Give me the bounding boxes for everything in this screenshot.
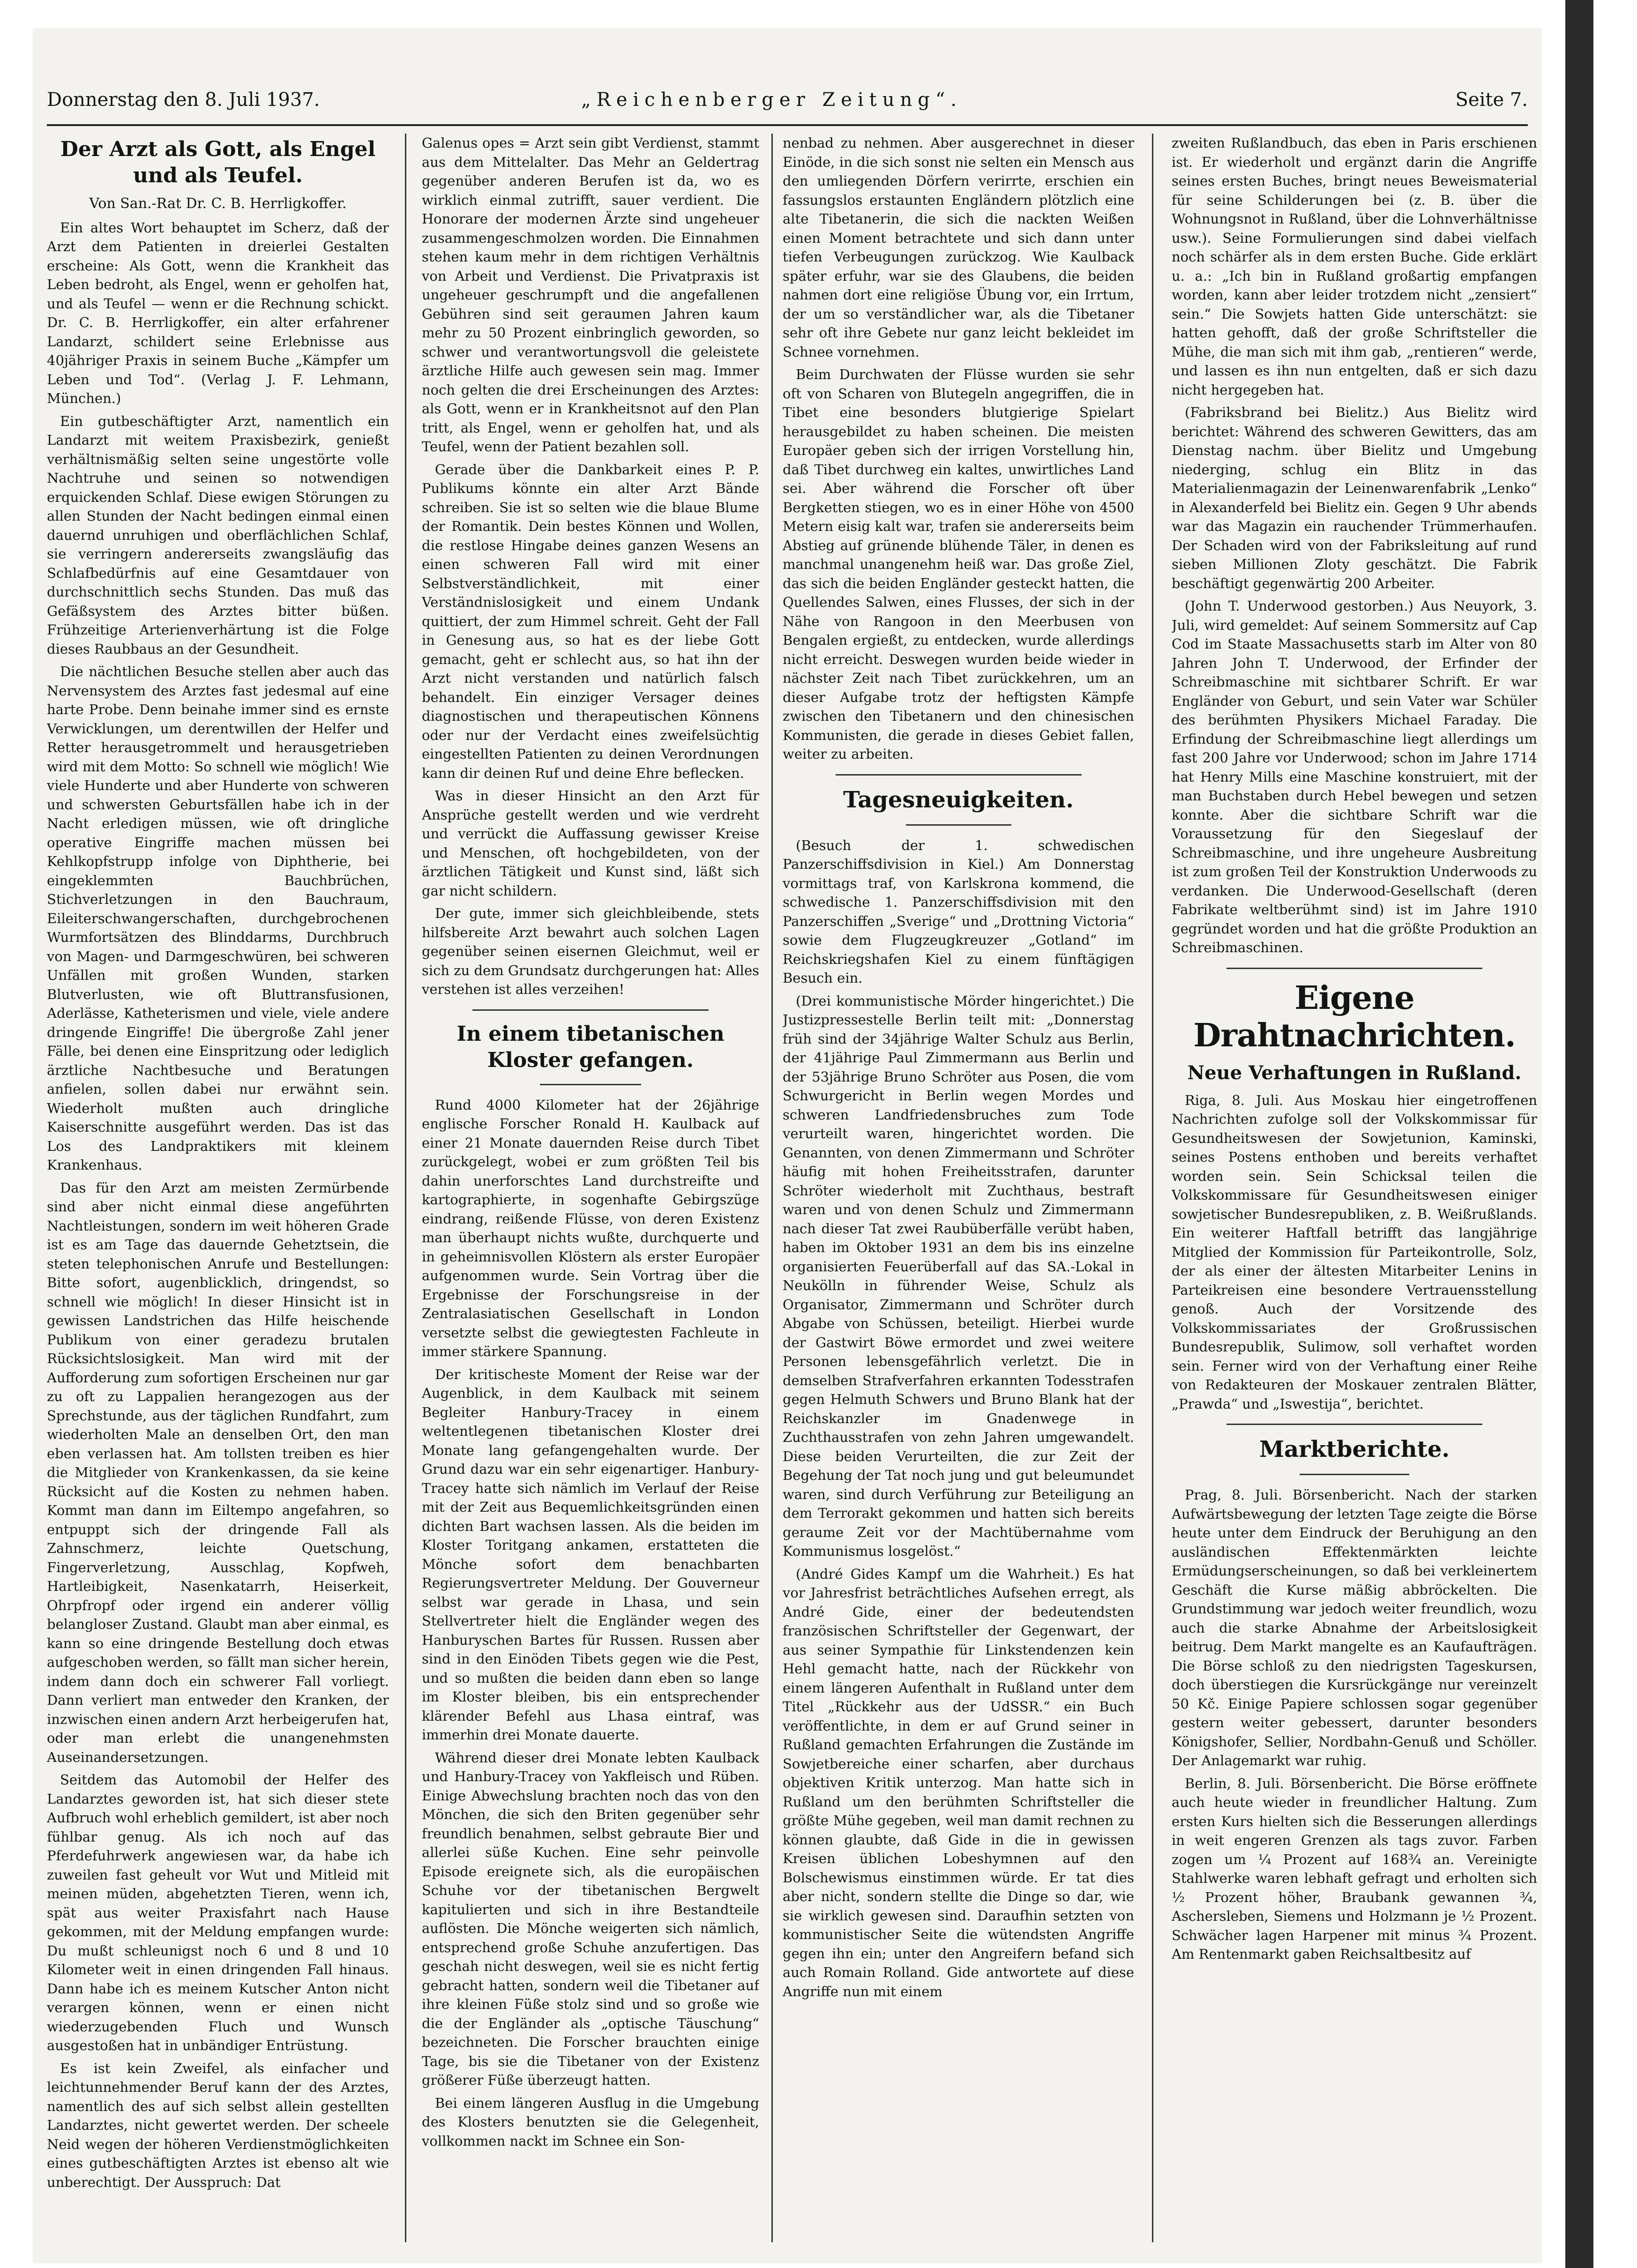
- news-item: (André Gides Kampf um die Wahrheit.) Es hat vor Jahresfrist beträchtliches Aufsehen erregt, als André Gide, einer der bedeutendsten französischen Schriftsteller der Gegenwart, der aus seiner Sympathie für Linkstendenzen kein Hehl gemacht hatte, nach der Rückkehr von einem längeren Aufenthalt in Rußland unter dem Titel „Rückkehr aus der UdSSR.“ ein Buch veröffentlichte, in dem er auf Grund seiner in Rußland gemachten Erfahrungen die Zustände im Sowjetbereiche einer scharfen, aber durchaus objektiven Kritik unterzog. Man hatte sich in Rußland um den berühmten Schriftsteller die größte Mühe gegeben, weil man damit rechnen zu können glaubte, daß Gide in die in gewissen Kreisen üblichen Lobeshymnen auf den Bolschewismus einstimmen würde. Er tat dies aber nicht, sondern stellte die Dinge so dar, wie sie wirklich gewesen sind. Daraufhin setzten von kommunistischer Seite die wütendsten Angriffe gegen ihn ein; unter den Angreifern befand sich auch Romain Rolland. Gide antwortete auf diese Angriffe nun mit einem: [783, 1566, 1134, 1999]
- article-paragraph: Es ist kein Zweifel, als einfacher und leichtunnehmender Beruf kann der des Arztes, namentlich des auf sich selbst allein gestellten Landarztes, nicht gewertet werden. Der scheele Neid wegen der höheren Verdienstmöglichkeiten eines gutbeschäftigten Arztes ist ebenso alt wie unberechtigt. Der Ausspruch: Dat: [47, 2060, 389, 2190]
- article-paragraph: Ein gutbeschäftigter Arzt, namentlich ein Landarzt mit weitem Praxisbezirk, genießt verhältnismäßig selten seine ungestörte volle Nachtruhe und seinen so notwendigen erquickenden Schlaf. Diese ewigen Störungen zu allen Stunden der Nacht bedingen einmal einen dauernd unruhigen und oberflächlichen Schlaf, sie verringern andererseits zwangsläufig das Schlafbedürfnis auf eine Gesamtdauer von durchschnittlich sechs Stunden. Das muß das Gefäßsystem des Arztes bitter büßen. Frühzeitige Arterienverhärtung ist die Folge dieses Raubbaus an der Gesundheit.: [47, 413, 389, 657]
- article-paragraph: nenbad zu nehmen. Aber ausgerechnet in dieser Einöde, in die sich sonst nie selten ein Mensch aus den umliegenden Dörfern verirrte, erschien ein fassungslos erstaunten Engländern plötzlich eine alte Tibetanerin, die sich die nackten Weißen einen Moment betrachtete und sich dann unter tiefen Verbeugungen zurückzog. Wie Kaulback später erfuhr, war sie des Glaubens, die beiden nahmen dort eine religiöse Übung vor, ein Irrtum, der um so verständlicher war, als die Tibetaner sehr oft ihre Gebete nur ganz leicht bekleidet im Schnee vornehmen.: [783, 135, 1134, 360]
- column-4: [1172, 134, 1537, 2242]
- market-report: Berlin, 8. Juli. Börsenbericht. Die Börse eröffnete auch heute wieder in freundlicher Haltung. Zum ersten Kurs hielten sich die Besserungen allerdings in weit engeren Grenzen als tags zuvor. Farben zogen um ¼ Prozent auf 168¾ an. Vereinigte Stahlwerke waren lebhaft gefragt und erholten sich ½ Prozent höher, Braubank gewannen ¾, Aschersleben, Siemens und Holzmann je ½ Prozent. Schwächer lagen Harpener mit minus ¾ Prozent. Am Rentenmarkt gaben Reichsaltbesitz auf: [1172, 1775, 1537, 1962]
- column-rule: [405, 134, 406, 2242]
- section-title: Marktberichte.: [1259, 1436, 1450, 1462]
- article-paragraph: Das für den Arzt am meisten Zermürbende sind aber nicht einmal diese angeführten Nachtleistungen, sondern im weit höheren Grade ist es am Tage das dauernde Gehetztsein, die steten telephonischen Anrufe und Bestellungen: Bitte sofort, augenblicklich, dringendst, so schnell wie möglich! In dieser Hinsicht ist in gewissen Landstrichen das Hilfe heischende Publikum von einer geradezu brutalen Rücksichtslosigkeit. Man wird mit der Aufforderung zum sofortigen Erscheinen nur gar zu oft zu Lappalien herangezogen aus der Sprechstunde, aus der täglichen Rundfahrt, zum wiederholten Male an denselben Ort, den man eben verlassen hat. Am tollsten treiben es hier die Mitglieder von Krankenkassen, da sie keine Rücksicht auf die Kosten zu nehmen haben. Kommt man dann im Eiltempo angefahren, so entpuppt sich der dringende Fall als Zahnschmerz, leichte Quetschung, Fingerverletzung, Ausschlag, Kopfweh, Hartleibigkeit, Nasenkatarrh, Heiserkeit, Ohrpfropf oder irgend ein anderer völlig belangloser Zustand. Glaubt man aber einmal, es kann so eine dringende Bestellung doch etwas aufgeschoben werden, so fällt man sicher herein, indem dann doch ein schwerer Fall vorliegt. Dann verliert man entweder den Kranken, der inzwischen einen andern Arzt herbeigerufen hat, oder man erlebt die unangenehmsten Auseinandersetzungen.: [47, 1179, 389, 1765]
- article-paragraph: Ein altes Wort behauptet im Scherz, daß der Arzt dem Patienten in dreierlei Gestalten erscheine: Als Gott, wenn die Krankheit das Leben bedroht, als Engel, wenn er geholfen hat, und als Teufel — wenn er die Rechnung schickt. Dr. C. B. Herrligkoffer, ein alter erfahrener Landarzt, schildert seine Erlebnisse aus 40jähriger Praxis in seinem Buche „Kämpfer um Leben und Tod“. (Verlag J. F. Lehmann, München.): [47, 219, 389, 406]
- news-item: (John T. Underwood gestorben.) Aus Neuyork, 3. Juli, wird gemeldet: Auf seinem Sommersitz auf Cap Cod im Staate Massachusetts starb im Alter von 80 Jahren John T. Underwood, der Erfinder der Schreibmaschine mit sichtbarer Schrift. Er war Engländer von Geburt, und sein Vater war Schüler des berühmten Physikers Michael Faraday. Die Erfindung der Schreibmaschine liegt allerdings um fast 200 Jahre vor Underwood; schon im Jahre 1714 hat Henry Mills eine Maschine konstruiert, mit der man Buchstaben durch Hebel bewegen und setzen konnte. Aber die sichtbare Schrift war die Voraussetzung für den Siegeslauf der Schreibmaschine, und ihre ungeheure Ausbreitung ist zum großen Teil der Konstruktion Underwoods zu verdanken. Die Underwood-Gesellschaft (deren Fabrikate weltberühmt sind) ist im Jahre 1910 gegründet worden und hat die größte Produktion an Schreibmaschinen.: [1172, 598, 1537, 955]
- market-report: Prag, 8. Juli. Börsenbericht. Nach der starken Aufwärtsbewegung der letzten Tage zeigte die Börse heute unter dem Eindruck der Beruhigung an den ausländischen Effektenmärkten leichte Ermüdungserscheinungen, so daß bei verkleinertem Geschäft die Kurse mäßig abbröckelten. Die Grundstimmung war jedoch weiter freundlich, wozu auch die starke Abnahme der Arbeitslosigkeit beitrug. Dem Markt mangelte es an Kaufaufträgen. Die Börse schloß zu den niedrigsten Tageskursen, doch überstiegen die Kursrückgänge nur vereinzelt 50 Kč. Einige Papiere schlossen sogar gegenüber gestern weiter gebessert, darunter besonders Königshofer, Sellier, Nordbahn-Genuß und Schöller. Der Anlagemarkt war ruhig.: [1172, 1487, 1537, 1768]
- article-separator: [906, 824, 1011, 826]
- column-rule: [1152, 134, 1153, 2242]
- header-rule: [47, 124, 1528, 126]
- article-paragraph: Galenus opes = Arzt sein gibt Verdienst, stammt aus dem Mittelalter. Das Mehr an Geldertrag gegenüber anderen Berufen ist da, wo es wirklich einmal zutrifft, sauer verdient. Die Honorare der modernen Ärzte sind ungeheuer zusammengeschmolzen worden. Die Einnahmen stehen kaum mehr in dem richtigen Verhältnis von Arbeit und Verdienst. Die Privatpraxis ist ungeheuer geschrumpft und die angefallenen Gebühren sind seit geraumen Jahren kaum mehr zu 50 Prozent einbringlich geworden, so schwer und verantwortungsvoll die geleistete ärztliche Hilfe auch gewesen sein mag. Immer noch gelten die drei Erscheinungen des Arztes: als Gott, wenn er in Krankheitsnot auf den Plan tritt, als Engel, wenn er geholfen hat, und als Teufel, wenn der Patient bezahlen soll.: [422, 135, 759, 455]
- article-paragraph: Was in dieser Hinsicht an den Arzt für Ansprüche gestellt werden und wie verdreht und verrückt die Auffassung gewisser Kreise und Menschen, oft hochgebildeten, von der ärztlichen Tätigkeit und Kunst sind, läßt sich gar nicht schildern.: [422, 788, 759, 899]
- article-separator: [1300, 1474, 1409, 1475]
- news-item: (Besuch der 1. schwedischen Panzerschiffsdivision in Kiel.) Am Donnerstag vormittags traf, von Karlskrona kommend, die schwedische 1. Panzerschiffsdivision mit den Panzerschiffen „Sverige“ und „Drottning Victoria“ sowie dem Flugzeugkreuzer „Gotland“ im Reichskriegshafen Kiel zu einem fünftägigen Besuch ein.: [783, 837, 1134, 986]
- column-1: [47, 134, 389, 2242]
- article-paragraph: Beim Durchwaten der Flüsse wurden sie sehr oft von Scharen von Blutegeln angegriffen, die in Tibet eine besonders blutgierige Spielart herausgebildet zu haben scheinen. Die meisten Europäer geben sich der irrigen Vorstellung hin, daß Tibet durchweg ein kaltes, unwirtliches Land sei. Aber während die Forscher oft über Bergketten stiegen, wo es in einer Höhe von 4500 Metern eisig kalt war, trafen sie andererseits beim Abstieg auf grünende blühende Täler, in denen es manchmal unangenehm heiß war. Das große Ziel, das sich die beiden Engländer gesteckt hatten, die Quellendes Salwen, eines Flusses, der sich in der Nähe von Rangoon in den Meerbusen von Bengalen ergießt, zu entdecken, wurde allerdings nicht erreicht. Deswegen wurden beide wieder in nächster Zeit nach Tibet zurückkehren, um an dieser Aufgabe trotz der heftigsten Kämpfe zwischen den Tibetanern und den chinesischen Kommunisten, die gerade in dieses Gebiet fallen, weiter zu arbeiten.: [783, 366, 1134, 762]
- section-title: Eigene Drahtnachrichten.: [1193, 979, 1516, 1054]
- article-paragraph: Bei einem längeren Ausflug in die Umgebung des Klosters benutzten sie die Gelegenheit, vollkommen nackt im Schnee ein Son-: [422, 2095, 759, 2149]
- article-separator: [1226, 968, 1482, 969]
- header-paper-name: „Reichenberger Zeitung“.: [581, 89, 963, 111]
- article-separator: [1226, 1424, 1482, 1425]
- article-separator: [472, 1009, 709, 1011]
- article-paragraph: Der kritischeste Moment der Reise war der Augenblick, in dem Kaulback mit seinem Begleiter Hanbury-Tracey in einem weltentlegenen tibetanischen Kloster drei Monate lang gefangengehalten wurde. Der Grund dazu war ein sehr eigenartiger. Hanbury-Tracey hatte sich nämlich im Verlauf der Reise mit der Zeit aus Bequemlichkeitsgründen einen dichten Bart wachsen lassen. Als die beiden im Kloster Toritgang ankamen, erstatteten die Mönche sofort dem benachbarten Regierungsvertreter Meldung. Der Gouverneur selbst war gerade in Lhasa, und sein Stellvertreter hielt die Engländer wegen des Hanburyschen Bartes für Russen. Russen aber sind in den Einöden Tibets gegen wie die Pest, und so mußten die beiden dann eben so lange im Kloster bleiben, bis ein entsprechender klärender Befehl aus Lhasa eintraf, was immerhin drei Monate dauerte.: [422, 1366, 759, 1743]
- article-separator: [836, 774, 1082, 776]
- article-paragraph: Während dieser drei Monate lebten Kaulback und Hanbury-Tracey von Yakfleisch und Rüben. Einige Abwechslung brachten noch das von den Mönchen, die sich den Briten gegenüber sehr freundlich benahmen, selbst gebraute Bier und allerlei süße Kuchen. Eine sehr peinvolle Episode ereignete sich, als die europäischen Schuhe vor der tibetanischen Bergwelt kapitulierten und sich in ihre Bestandteile auflösten. Die Mönche weigerten sich nämlich, entsprechend große Schuhe anzufertigen. Das geschah nicht deswegen, weil sie es nicht fertig gebracht hatten, sondern weil die Tibetaner auf ihre kleinen Füße stolz sind und so große wie die der Engländer als „optische Täuschung“ bezeichneten. Die Forscher brauchten einige Tage, bis sie die Tibetaner von der Existenz größerer Füße überzeugt hatten.: [422, 1749, 759, 2088]
- article-title: Neue Verhaftungen in Rußland.: [1187, 1061, 1522, 1084]
- page-header: [47, 89, 1528, 117]
- binding-strip: [1565, 0, 1593, 2268]
- section-title: Tagesneuigkeiten.: [843, 786, 1074, 813]
- header-date: Donnerstag den 8. Juli 1937.: [47, 89, 320, 111]
- column-rule: [771, 134, 773, 2242]
- news-item: (Drei kommunistische Mörder hingerichtet.) Die Justizpressestelle Berlin teilt mit: „Donnerstag früh sind der 34jährige Walter Schulz aus Berlin, der 41jährige Paul Zimmermann aus Berlin und der 53jährige Bruno Schröter aus Posen, die vom Schwurgericht in Berlin wegen Mordes und schweren Landfriedensbruches zum Tode verurteilt waren, hingerichtet worden. Die Genannten, von denen Zimmermann und Schröter häufig mit hohen Freiheitsstrafen, darunter Schröter wiederholt mit Zuchthaus, bestraft waren und von denen Schulz und Zimmermann nach dieser Tat zwei Raubüberfälle verübt haben, haben im Oktober 1931 an dem bis ins einzelne organisierten Feuerüberfall auf das SA.-Lokal in Neukölln in führender Weise, Schulz als Organisator, Zimmermann und Schröter durch Abgabe von Schüssen, beteiligt. Hierbei wurde der Gastwirt Böwe ermordet und zwei weitere Personen lebensgefährlich verletzt. Die in demselben Strafverfahren erkannten Todesstrafen gegen Helmuth Schwers und Bruno Blank hat der Reichskanzler im Gnadenwege in Zuchthausstrafen von zehn Jahren umgewandelt. Diese beiden Verurteilten, die zur Zeit der Begehung der Tat noch jung und gut beleumundet waren, sind durch Verführung zur Beteiligung an dem Terrorakt gekommen und hatten sich bereits geraume Zeit vor der Machtübernahme vom Kommunismus losgelöst.“: [783, 992, 1134, 1559]
- news-item: Riga, 8. Juli. Aus Moskau hier eingetroffenen Nachrichten zufolge soll der Volkskommissar für Gesundheitswesen der Sowjetunion, Kaminski, seines Postens enthoben und bereits verhaftet worden sein. Sein Schicksal teilen die Volkskommissare für Gesundheitswesen einiger sowjetischer Bundesrepubliken, z. B. Weißrußlands. Ein weiterer Haftfall betrifft das langjährige Mitglied der Kommission für Parteikontrolle, Solz, der als einer der ältesten Mitarbeiter Lenins in Parteikreisen eine besondere Vertrauensstellung genoß. Auch der Vorsitzende des Volkskommissariates der Großrussischen Bundesrepublik, Sulimow, soll verhaftet worden sein. Ferner wird von der Verhaftung einer Reihe von Redakteuren der Moskauer zentralen Blätter, „Prawda“ und „Iswestija“, berichtet.: [1172, 1092, 1537, 1412]
- news-item: zweiten Rußlandbuch, das eben in Paris erschienen ist. Er wiederholt und ergänzt darin die Angriffe seines ersten Buches, bringt neues Beweismaterial für seine Schilderungen bei (z. B. über die Wohnungsnot in Rußland, über die Lohnverhältnisse usw.). Seine Formulierungen sind dabei vielfach noch schärfer als in dem ersten Buche. Gide erklärt u. a.: „Ich bin in Rußland großartig empfangen worden, kann aber leider trotzdem nicht „zensiert“ sein.“ Die Sowjets hatten Gide unterschätzt: sie hatten gehofft, daß der große Schriftsteller die Mühe, die man sich mit ihm gab, „rentieren“ werde, und lassen es ihn nun entgelten, daß er sich dazu nicht hergegeben hat.: [1172, 135, 1537, 398]
- article-paragraph: Rund 4000 Kilometer hat der 26jährige englische Forscher Ronald H. Kaulback auf einer 21 Monate dauernden Reise durch Tibet zurückgelegt, wobei er zum größten Teil bis dahin unerforschtes Land durchstreifte und kartographierte, in sogenhafte Gebirgszüge eindrang, reißende Flüsse, von deren Existenz man überhaupt nichts wußte, durchquerte und in geheimnisvollen Klöstern als erster Europäer aufgenommen wurde. Sein Vortrag über die Ergebnisse der Forschungsreise in der Zentralasiatischen Gesellschaft in London versetzte selbst die gewiegtesten Fachleute in immer stärkere Spannung.: [422, 1097, 759, 1359]
- article-byline: Von San.-Rat Dr. C. B. Herrligkoffer.: [89, 195, 347, 212]
- article-paragraph: Seitdem das Automobil der Helfer des Landarztes geworden ist, hat sich dieser stete Aufbruch wohl erheblich gemildert, ist aber noch fühlbar genug. Als ich noch auf das Pferdefuhrwerk angewiesen war, da habe ich zuweilen fast geheult vor Wut und Mitleid mit meinen müden, abgehetzten Tieren, wenn ich, spät aus weiter Praxisfahrt nach Hause gekommen, mit der Meldung empfangen wurde: Du mußt schleunigst noch 6 und 8 und 10 Kilometer weit in einen dringenden Fall hinaus. Dann habe ich es meinem Kutscher Anton nicht verargen können, wenn er einen nicht wiederzugebenden Fluch und Wunsch ausgestoßen hat in unbändiger Entrüstung.: [47, 1772, 389, 2053]
- article-title: In einem tibetanischen Kloster gefangen.: [456, 1022, 725, 1072]
- article-separator: [540, 1084, 641, 1085]
- column-3: [783, 134, 1134, 2242]
- news-item: (Fabriksbrand bei Bielitz.) Aus Bielitz wird berichtet: Während des schweren Gewitters, das am Dienstag nachm. über Bielitz und Umgebung niederging, schlug ein Blitz in das Materialienmagazin der Leinenwarenfabrik „Lenko“ in Alexanderfeld bei Bielitz ein. Gegen 9 Uhr abends war das Magazin ein rauchender Trümmerhaufen. Der Schaden wird von der Fabriksleitung auf rund sieben Millionen Zloty geschätzt. Die Fabrik beschäftigt gegenwärtig 200 Arbeiter.: [1172, 404, 1537, 591]
- column-2: [422, 134, 759, 2242]
- article-paragraph: Die nächtlichen Besuche stellen aber auch das Nervensystem des Arztes fast jedesmal auf eine harte Probe. Denn beinahe immer sind es ernste Verwicklungen, um derentwillen der Helfer und Retter herausgetrommelt und herausgetrieben wird mit dem Motto: So schnell wie möglich! Wie viele Hunderte und aber Hunderte von schweren und schwersten Geburtsfällen habe ich in der Nacht erledigen müssen, wie oft dringliche operative Eingriffe machen müssen bei Kehlkopfstrupp infolge von Diphtherie, bei eingeklemmten Bauchbrüchen, Stichverletzungen in den Bauchraum, Eileiterschwangerschaften, durchgebrochenen Wurmfortsätzen des Blinddarms, Durchbruch von Magen- und Darmgeschwüren, bei schweren Unfällen mit großen Wunden, starken Blutverlusten, wie oft Bluttransfusionen, Aderlässe, Katheterismen und viele, viele andere dringende Eingriffe! Die übergroße Zahl jener Fälle, bei denen eine Einspritzung oder lediglich ärztliche Nachtbesuche und Beratungen anfielen, sollen dabei nur erwähnt sein. Wiederholt mußten auch dringliche Kaiserschnitte ausgeführt werden. Das ist das Los des Landpraktikers mit kleinem Krankenhaus.: [47, 664, 389, 1173]
- article-paragraph: Gerade über die Dankbarkeit eines P. P. Publikums könnte ein alter Arzt Bände schreiben. Sie ist so selten wie die blaue Blume der Romantik. Dein bestes Können und Wollen, die restlose Hingabe deines ganzen Wesens an einen schweren Fall wird mit einer Selbstverständlichkeit, mit einer Verständnislosigkeit und einem Undank quittiert, der zum Himmel schreit. Geht der Fall in Genesung aus, so hat es der liebe Gott gemacht, geht er schlecht aus, so hat ihn der Arzt nicht verstanden und natürlich falsch behandelt. Ein einziger Versager deines diagnostischen und therapeutischen Könnens oder nur der Verdacht eines zweifelsüchtig eingestellten Patienten zu deinen Verordnungen kann dir deinen Ruf und deine Ehre beflecken.: [422, 461, 759, 781]
- article-paragraph: Der gute, immer sich gleichbleibende, stets hilfsbereite Arzt bewahrt auch solchen Lagen gegenüber seinen eisernen Gleichmut, weil er sich zu dem Grundsatz durchgerungen hat: Alles verstehen ist alles verzeihen!: [422, 905, 759, 997]
- header-page-number: Seite 7.: [1455, 89, 1528, 111]
- article-title: Der Arzt als Gott, als Engel und als Teufel.: [60, 137, 376, 187]
